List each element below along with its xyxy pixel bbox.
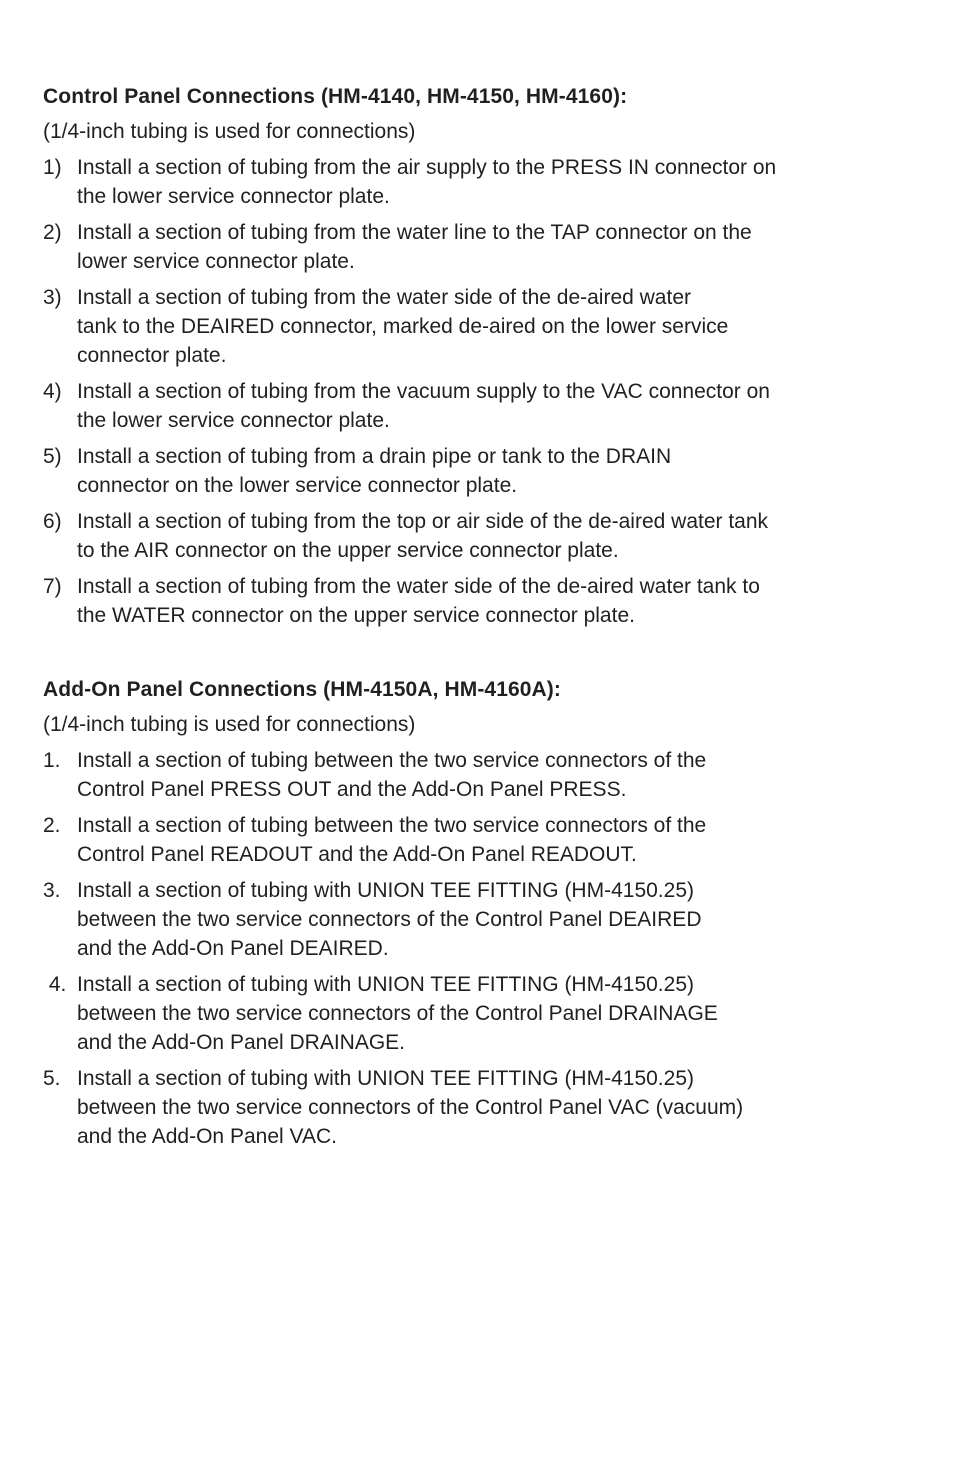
add-on-step-2 bbox=[43, 811, 923, 869]
step-number: 2. bbox=[43, 814, 61, 837]
control-panel-tubing-note: (1/4-inch tubing is used for connections) bbox=[43, 120, 416, 143]
control-panel-section bbox=[43, 82, 923, 630]
add-on-step-5 bbox=[43, 1064, 923, 1151]
control-step-6 bbox=[43, 507, 923, 565]
step-text: Install a section of tubing with UNION TEE FITTING (HM-4150.25) between the two service connectors of the Control Panel VAC (vacuum) and the Add-On Panel VAC. bbox=[77, 1067, 744, 1148]
control-step-7 bbox=[43, 572, 923, 630]
add-on-step-3 bbox=[43, 876, 923, 963]
section-spacer bbox=[43, 637, 923, 675]
control-step-5 bbox=[43, 442, 923, 500]
step-text: Install a section of tubing between the two service connectors of the Control Panel READOUT and the Add-On Panel READOUT. bbox=[77, 814, 707, 866]
step-text: Install a section of tubing with UNION TEE FITTING (HM-4150.25) between the two service connectors of the Control Panel DEAIRED and the Add-On Panel DEAIRED. bbox=[77, 879, 702, 960]
control-panel-title: Control Panel Connections (HM-4140, HM-4150, HM-4160): bbox=[43, 85, 628, 108]
control-panel-steps bbox=[43, 153, 923, 630]
step-text: Install a section of tubing from the vacuum supply to the VAC connector on the lower service connector plate. bbox=[77, 380, 770, 432]
add-on-step-4 bbox=[43, 970, 923, 1057]
add-on-panel-title: Add-On Panel Connections (HM-4150A, HM-4160A): bbox=[43, 678, 561, 701]
step-number: 4. bbox=[43, 973, 67, 996]
control-step-1 bbox=[43, 153, 923, 211]
step-number: 4) bbox=[43, 380, 62, 403]
step-text: Install a section of tubing from the water side of the de-aired water tank to the WATER connector on the upper service connector plate. bbox=[77, 575, 760, 627]
control-step-3 bbox=[43, 283, 923, 370]
step-number: 3. bbox=[43, 879, 61, 902]
step-text: Install a section of tubing with UNION TEE FITTING (HM-4150.25) between the two service connectors of the Control Panel DRAINAGE and the Add-On Panel DRAINAGE. bbox=[77, 973, 718, 1054]
step-text: Install a section of tubing from the water side of the de-aired water tank to the DEAIRED connector, marked de-aired on the lower service connector plate. bbox=[77, 286, 729, 367]
step-number: 5) bbox=[43, 445, 62, 468]
step-text: Install a section of tubing between the two service connectors of the Control Panel PRESS OUT and the Add-On Panel PRESS. bbox=[77, 749, 707, 801]
add-on-panel-section bbox=[43, 675, 923, 1151]
step-number: 6) bbox=[43, 510, 62, 533]
add-on-panel-steps bbox=[43, 746, 923, 1151]
step-text: Install a section of tubing from the top or air side of the de-aired water tank to the AIR connector on the upper service connector plate. bbox=[77, 510, 769, 562]
step-number: 1. bbox=[43, 749, 61, 772]
step-number: 1) bbox=[43, 156, 62, 179]
add-on-step-1 bbox=[43, 746, 923, 804]
step-text: Install a section of tubing from the air supply to the PRESS IN connector on the lower service connector plate. bbox=[77, 156, 777, 208]
control-step-4 bbox=[43, 377, 923, 435]
step-text: Install a section of tubing from a drain pipe or tank to the DRAIN connector on the lower service connector plate. bbox=[77, 445, 672, 497]
step-number: 3) bbox=[43, 286, 62, 309]
step-text: Install a section of tubing from the water line to the TAP connector on the lower service connector plate. bbox=[77, 221, 752, 273]
control-step-2 bbox=[43, 218, 923, 276]
step-number: 7) bbox=[43, 575, 62, 598]
step-number: 2) bbox=[43, 221, 62, 244]
document-page bbox=[43, 82, 923, 1158]
add-on-panel-tubing-note: (1/4-inch tubing is used for connections) bbox=[43, 713, 416, 736]
step-number: 5. bbox=[43, 1067, 61, 1090]
